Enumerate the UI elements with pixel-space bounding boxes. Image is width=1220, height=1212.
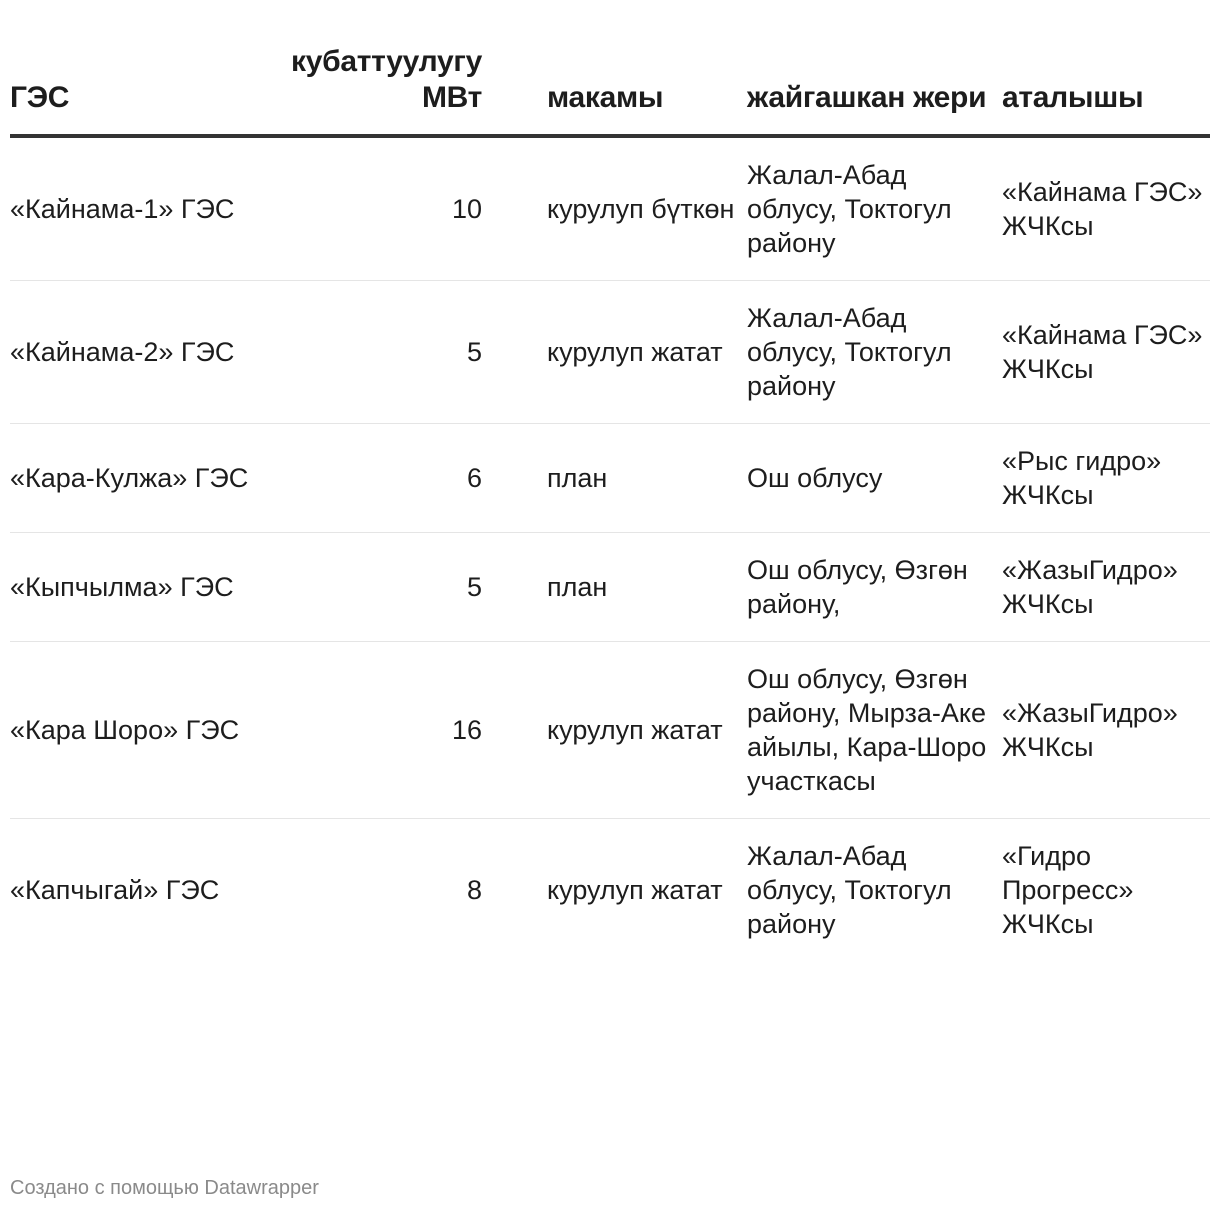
header-capacity[interactable]: кубаттуулугу МВт [250,40,482,136]
cell-owner: «Кайнама ГЭС» ЖЧКсы [1002,281,1210,424]
cell-owner: «ЖазыГидро» ЖЧКсы [1002,533,1210,642]
cell-name: «Кара Шоро» ГЭС [10,642,250,819]
cell-status: курулуп жатат [482,281,747,424]
cell-status: план [482,533,747,642]
table-row [10,533,1210,642]
cell-location: Ош облусу, Өзгөн району, Мырза-Аке айылы, Кара-Шоро участкасы [747,642,1002,819]
cell-location: Жалал-Абад облусу, Токтогул району [747,841,952,939]
cell-location: Ош облусу, Өзгөн району, [747,533,1002,642]
hydro-stations-table [10,40,1210,961]
cell-name: «Капчыгай» ГЭС [10,875,220,905]
header-status[interactable]: макамы [482,40,747,136]
cell-capacity: 6 [250,424,482,533]
table-header-row [10,40,1210,136]
cell-owner: «Кайнама ГЭС» ЖЧКсы [1002,136,1210,281]
cell-status: план [482,424,747,533]
cell-name: «Кайнама-1» ГЭС [10,136,250,281]
cell-location: Жалал-Абад облусу, Токтогул району [747,136,1002,281]
table-row [10,819,1210,962]
cell-capacity: 5 [250,281,482,424]
cell-owner: «ЖазыГидро» ЖЧКсы [1002,642,1210,819]
cell-status: курулуп жатат [547,875,723,905]
cell-status: курулуп жатат [482,642,747,819]
table-row [10,281,1210,424]
cell-name: «Кара-Кулжа» ГЭС [10,424,250,533]
table-row [10,642,1210,819]
cell-owner: «Гидро Прогресс» ЖЧКсы [1002,841,1134,939]
header-name[interactable]: ГЭС [10,40,250,136]
cell-capacity: 16 [250,642,482,819]
data-table-container [10,40,1210,961]
cell-status: курулуп бүткөн [482,136,747,281]
cell-owner: «Рыс гидро» ЖЧКсы [1002,424,1210,533]
cell-name: «Кыпчылма» ГЭС [10,533,250,642]
datawrapper-credit[interactable]: Создано с помощью Datawrapper [10,1177,319,1199]
cell-capacity: 10 [250,136,482,281]
cell-name: «Кайнама-2» ГЭС [10,281,250,424]
header-owner[interactable]: аталышы [1002,40,1210,136]
cell-location: Жалал-Абад облусу, Токтогул району [747,281,1002,424]
table-row [10,424,1210,533]
cell-location: Ош облусу [747,424,1002,533]
cell-capacity: 5 [250,533,482,642]
table-row [10,136,1210,281]
header-location[interactable]: жайгашкан жери [747,40,1002,136]
cell-capacity: 8 [466,875,482,905]
